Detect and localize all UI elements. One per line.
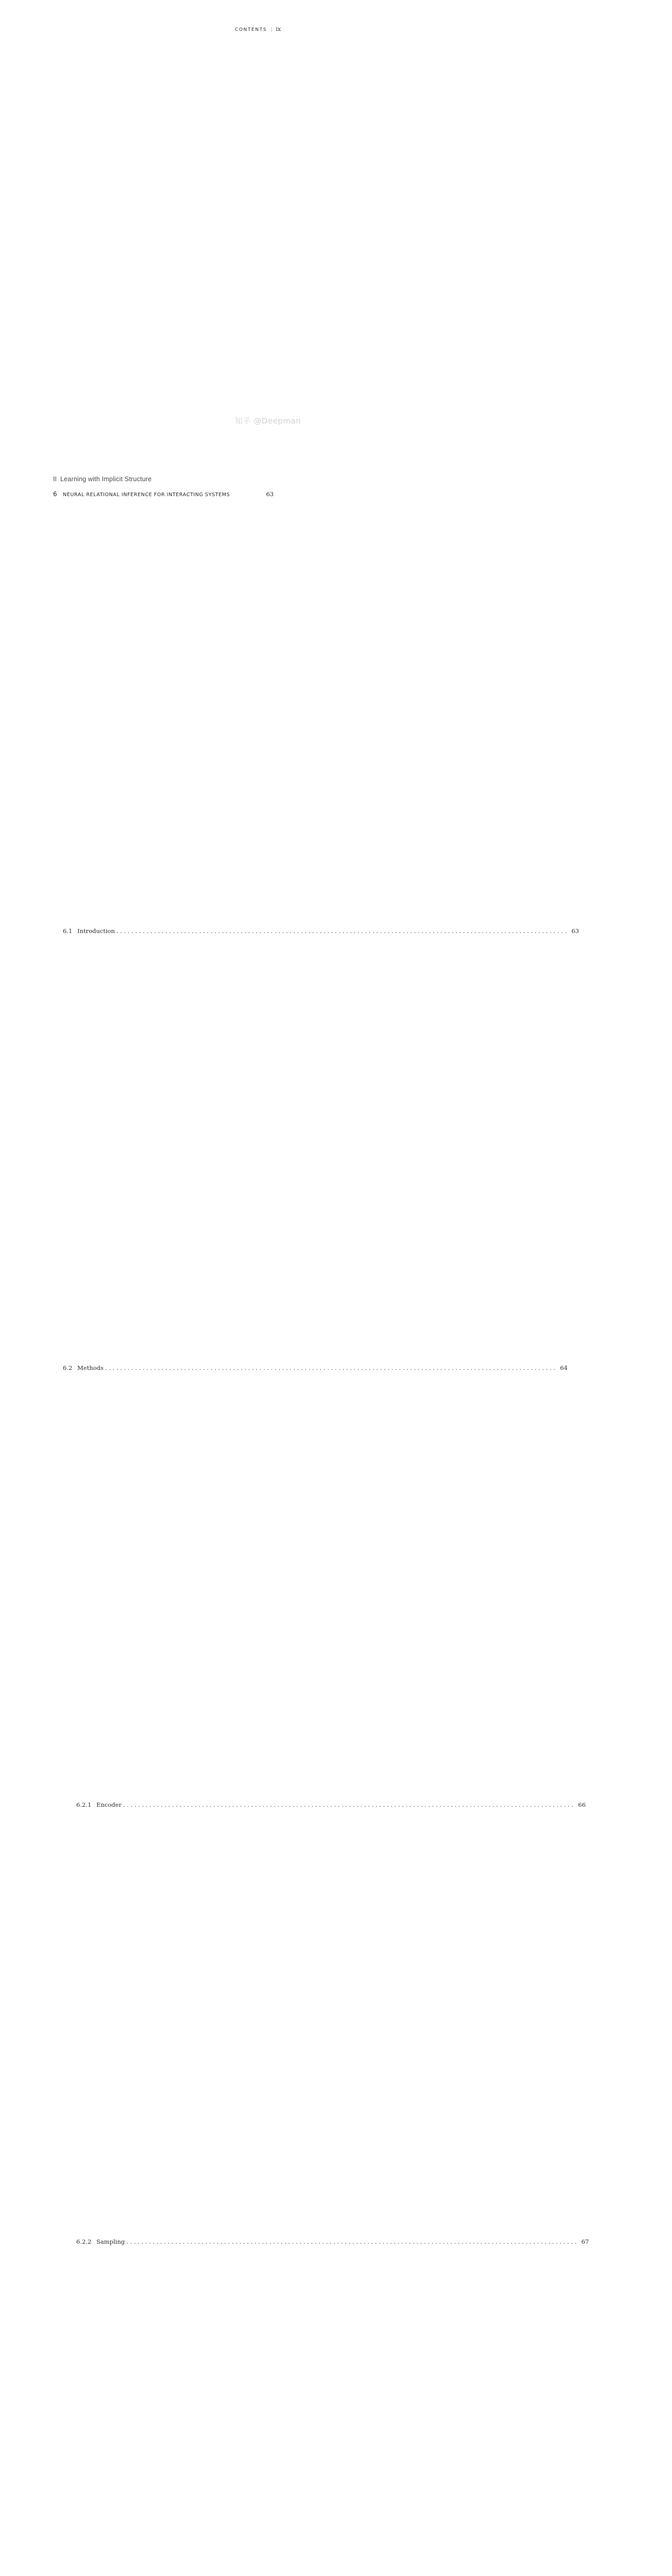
- entry-number: 6: [53, 490, 57, 498]
- entry-page-number: 63: [567, 926, 579, 1363]
- toc-entry-6.2.1: [53, 1800, 586, 2237]
- entry-page-number: 67: [577, 2237, 589, 2576]
- entry-number: 6.2.2: [76, 2238, 92, 2245]
- entry-label: Introduction: [77, 927, 115, 935]
- entry-label: Encoder: [96, 1801, 122, 1808]
- entry-page-number: 63: [261, 489, 274, 926]
- entry-page-number: 66: [574, 1800, 586, 2237]
- running-header-page-number: ix: [276, 26, 281, 32]
- entry-label: Methods: [77, 1364, 104, 1371]
- dot-leader: . . . . . . . . . . . . . . . . . . . . . . . . . . . . . . . . . . . . . . . . . . . . . . . . . . . . . . . . . . . . . . . . . . . . . . . . . . . . . . . . . . . . . . . . . . . . . . . . . . . . . . . . . . . . . . . . . . . . . . . .: [116, 927, 567, 935]
- entry-label: Sampling: [96, 2238, 125, 2245]
- running-header: [235, 26, 281, 32]
- entry-number: II: [53, 476, 57, 483]
- dot-leader: . . . . . . . . . . . . . . . . . . . . . . . . . . . . . . . . . . . . . . . . . . . . . . . . . . . . . . . . . . . . . . . . . . . . . . . . . . . . . . . . . . . . . . . . . . . . . . . . . . . . . . . . . . . . . . . . . . . . . . . .: [123, 1801, 574, 1808]
- toc-entry-6.1: [53, 926, 579, 1363]
- running-header-separator: |: [270, 27, 273, 32]
- dot-leader: . . . . . . . . . . . . . . . . . . . . . . . . . . . . . . . . . . . . . . . . . . . . . . . . . . . . . . . . . . . . . . . . . . . . . . . . . . . . . . . . . . . . . . . . . . . . . . . . . . . . . . . . . . . . . . . . . . . . . . . .: [105, 1364, 556, 1371]
- toc-entry-6.2: [53, 1363, 568, 1800]
- running-header-title: CONTENTS: [234, 27, 267, 32]
- dot-leader: . . . . . . . . . . . . . . . . . . . . . . . . . . . . . . . . . . . . . . . . . . . . . . . . . . . . . . . . . . . . . . . . . . . . . . . . . . . . . . . . . . . . . . . . . . . . . . . . . . . . . . . . . . . . . . . . . . . . . . . .: [126, 2238, 577, 2245]
- toc-entry-6.2.2: [53, 2237, 589, 2576]
- entry-number: 6.1: [63, 927, 73, 935]
- watermark: 知乎 @Deepman: [234, 416, 301, 426]
- toc-entry-6: [53, 489, 274, 926]
- entry-label: Learning with Implicit Structure: [60, 476, 152, 483]
- entry-page-number: 64: [555, 1363, 567, 1800]
- entry-number: 6.2: [63, 1364, 73, 1371]
- entry-label: NEURAL RELATIONAL INFERENCE FOR INTERACTING SYSTEMS: [63, 492, 230, 498]
- entry-number: 6.2.1: [76, 1801, 92, 1808]
